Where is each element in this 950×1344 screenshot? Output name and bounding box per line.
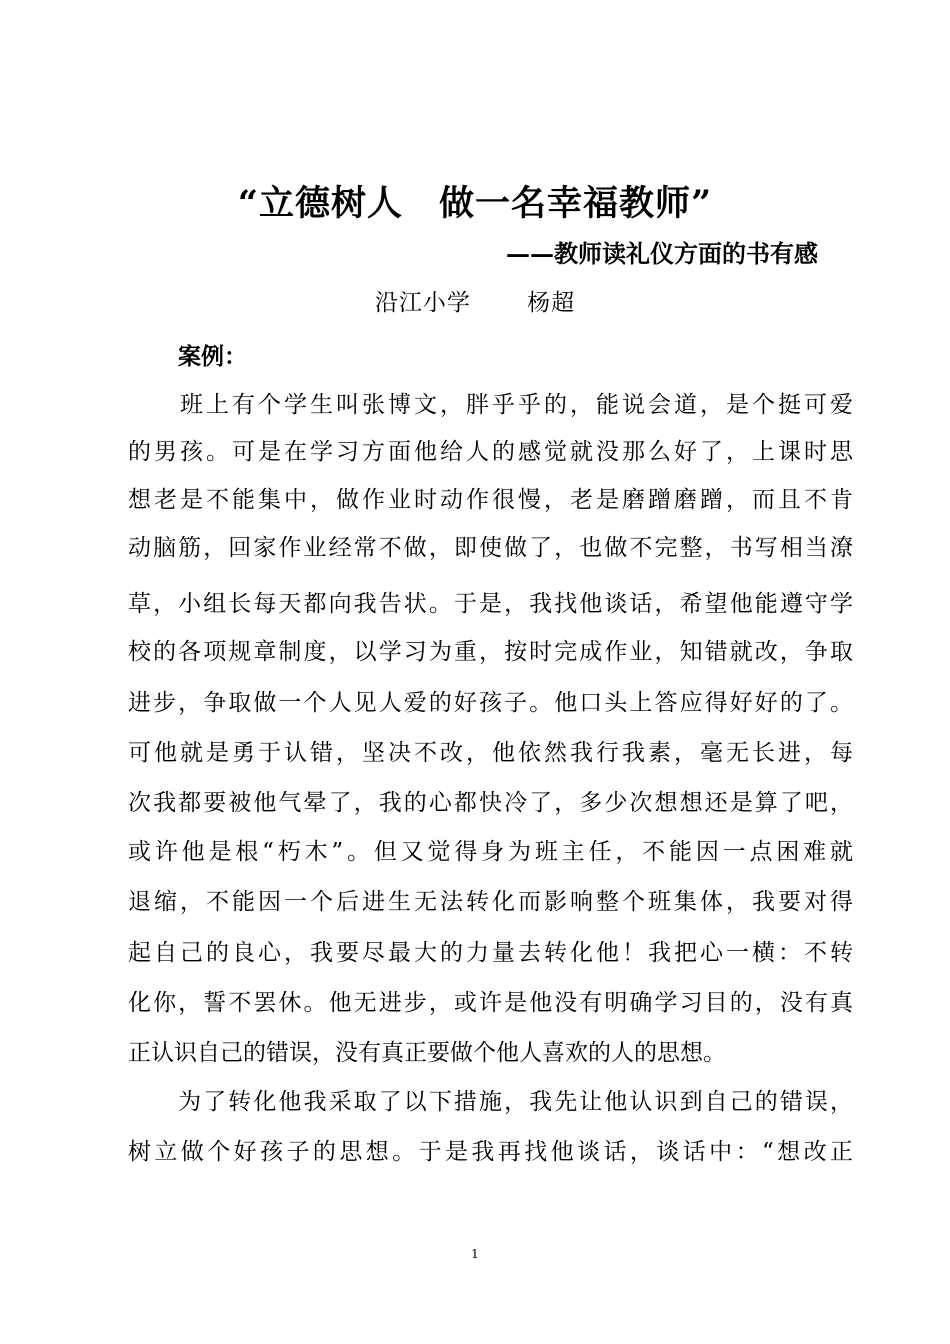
body-line: 起自己的良心，我要尽最大的力量去转化他！我把心一横：不转 bbox=[128, 940, 853, 966]
page-number: 1 bbox=[471, 1247, 479, 1261]
body-line: 退缩，不能因一个后进生无法转化而影响整个班集体，我要对得 bbox=[128, 889, 853, 915]
body-line: 班上有个学生叫张博文，胖乎乎的，能说会道，是个挺可爱 bbox=[128, 392, 853, 418]
document-subtitle: ——教师读礼仪方面的书有感 bbox=[506, 239, 818, 268]
section-heading: 案例： bbox=[178, 343, 247, 370]
body-line: 或许他是根“朽木”。但又觉得身为班主任，不能因一点困难就 bbox=[128, 839, 853, 865]
body-line: 树立做个好孩子的思想。于是我再找他谈话，谈话中：“想改正 bbox=[128, 1139, 853, 1165]
document-title: “立德树人 做一名幸福教师” bbox=[237, 183, 713, 224]
body-line: 草，小组长每天都向我告状。于是，我找他谈话，希望他能遵守学 bbox=[128, 591, 853, 617]
body-line: 校的各项规章制度，以学习为重，按时完成作业，知错就改，争取 bbox=[128, 639, 853, 665]
body-line: 进步，争取做一个人见人爱的好孩子。他口头上答应得好好的了。 bbox=[128, 690, 853, 716]
body-line: 次我都要被他气晕了，我的心都快冷了，多少次想想还是算了吧， bbox=[128, 790, 853, 816]
body-line: 为了转化他我采取了以下措施，我先让他认识到自己的错误， bbox=[128, 1089, 853, 1115]
body-line: 可他就是勇于认错，坚决不改，他依然我行我素，毫无长进，每 bbox=[128, 740, 853, 766]
body-line: 正认识自己的错误，没有真正要做个他人喜欢的人的思想。 bbox=[128, 1040, 726, 1066]
body-line: 的男孩。可是在学习方面他给人的感觉就没那么好了，上课时思 bbox=[128, 439, 853, 465]
body-line: 动脑筋，回家作业经常不做，即使做了，也做不完整，书写相当潦 bbox=[128, 535, 853, 561]
body-line: 化你，誓不罢休。他无进步，或许是他没有明确学习目的，没有真 bbox=[128, 990, 853, 1016]
body-line: 想老是不能集中，做作业时动作很慢，老是磨蹭磨蹭，而且不肯 bbox=[128, 487, 853, 513]
author-line: 沿江小学 杨超 bbox=[374, 290, 576, 316]
